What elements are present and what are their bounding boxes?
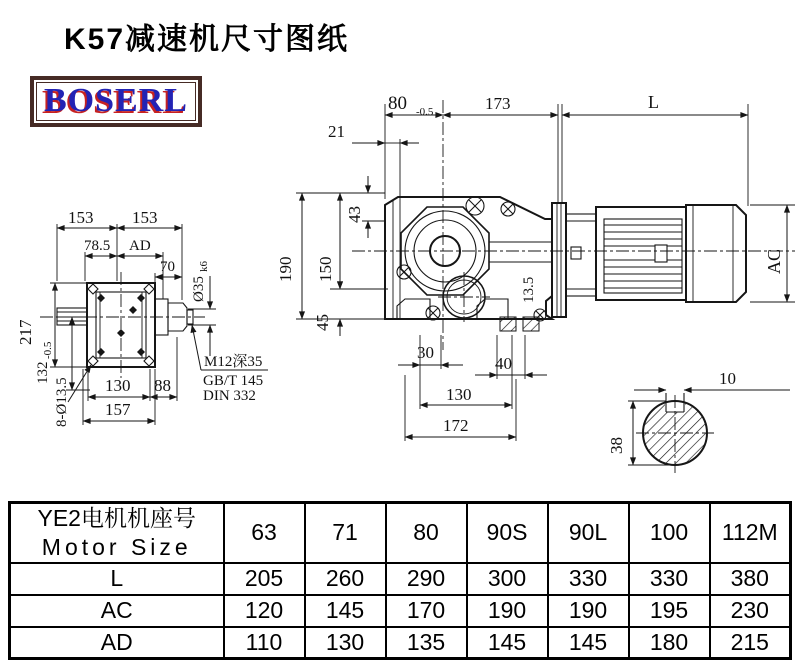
note-din: DIN 332 bbox=[203, 388, 256, 404]
dim-38: 38 bbox=[607, 437, 626, 454]
table-cell: 145 bbox=[305, 595, 386, 627]
dim-shaft-fit: k6 bbox=[198, 261, 210, 272]
dim-190: 190 bbox=[276, 256, 295, 282]
dim-132: 132 bbox=[35, 361, 51, 384]
dim-l: L bbox=[648, 92, 659, 112]
dim-70: 70 bbox=[160, 259, 175, 275]
table-header-en: Motor Size bbox=[41, 533, 192, 560]
page-title: K57减速机尺寸图纸 bbox=[64, 23, 350, 56]
table-cell: 190 bbox=[548, 595, 629, 627]
table-cell: 180 bbox=[629, 627, 710, 659]
dim-43: 43 bbox=[345, 206, 364, 223]
table-cell: 300 bbox=[467, 563, 548, 595]
note-thread: M12深35 bbox=[204, 354, 263, 370]
dim-ad: AD bbox=[129, 238, 151, 254]
dim-130-side: 130 bbox=[105, 376, 131, 395]
table-cell: 380 bbox=[710, 563, 791, 595]
dim-217: 217 bbox=[16, 319, 35, 345]
column-header: 90L bbox=[548, 503, 629, 563]
dim-153-right: 153 bbox=[132, 208, 158, 227]
table-cell: 145 bbox=[467, 627, 548, 659]
table-cell: 290 bbox=[386, 563, 467, 595]
dim-78-5: 78.5 bbox=[84, 238, 111, 254]
dim-153-left: 153 bbox=[68, 208, 94, 227]
dim-88: 88 bbox=[154, 376, 171, 395]
column-header: 71 bbox=[305, 503, 386, 563]
table-cell: 170 bbox=[386, 595, 467, 627]
column-header: 100 bbox=[629, 503, 710, 563]
table-cell: 330 bbox=[629, 563, 710, 595]
table-cell: 195 bbox=[629, 595, 710, 627]
motor bbox=[596, 205, 746, 302]
dim-40: 40 bbox=[495, 354, 512, 373]
table-row-AD bbox=[10, 627, 791, 659]
column-header: 90S bbox=[467, 503, 548, 563]
dim-130-front: 130 bbox=[446, 385, 472, 404]
front-view bbox=[276, 92, 795, 441]
dim-21: 21 bbox=[328, 122, 345, 141]
dim-80-tol: -0.5 bbox=[416, 106, 434, 118]
side-view bbox=[16, 208, 268, 427]
dim-150: 150 bbox=[316, 256, 335, 282]
dim-10: 10 bbox=[719, 369, 736, 388]
table-cell: 120 bbox=[224, 595, 305, 627]
table-cell: 135 bbox=[386, 627, 467, 659]
dim-ac: AC bbox=[764, 248, 784, 274]
column-header: 63 bbox=[224, 503, 305, 563]
dim-holes: 8-Ø13.5 bbox=[54, 377, 70, 427]
table-cell: 230 bbox=[710, 595, 791, 627]
table-cell: 215 bbox=[710, 627, 791, 659]
table-header-cn: YE2电机机座号 bbox=[37, 505, 196, 531]
dim-45: 45 bbox=[313, 314, 332, 331]
table-row-L bbox=[10, 563, 791, 595]
dim-157: 157 bbox=[105, 400, 131, 419]
table-cell: 145 bbox=[548, 627, 629, 659]
table-cell: 190 bbox=[467, 595, 548, 627]
table-cell: 330 bbox=[548, 563, 629, 595]
table-cell: 110 bbox=[224, 627, 305, 659]
shaft-section-view bbox=[607, 369, 790, 473]
table-header-row bbox=[10, 503, 791, 563]
row-label: AC bbox=[10, 595, 224, 627]
dim-shaft-dia: Ø35 bbox=[191, 276, 207, 302]
table-cell: 130 bbox=[305, 627, 386, 659]
dim-13-5: 13.5 bbox=[521, 276, 537, 303]
dim-30: 30 bbox=[417, 343, 434, 362]
table-cell: 205 bbox=[224, 563, 305, 595]
column-header: 80 bbox=[386, 503, 467, 563]
column-header: 112M bbox=[710, 503, 791, 563]
row-label: AD bbox=[10, 627, 224, 659]
dim-173: 173 bbox=[485, 94, 511, 113]
note-gb: GB/T 145 bbox=[203, 373, 264, 389]
boserl-logo-text: BOSERL bbox=[36, 82, 196, 121]
table-cell: 260 bbox=[305, 563, 386, 595]
dim-172: 172 bbox=[443, 416, 469, 435]
table-header-motor-size bbox=[10, 503, 224, 563]
table-row-AC bbox=[10, 595, 791, 627]
dim-132-tol: -0.5 bbox=[42, 341, 54, 359]
row-label: L bbox=[10, 563, 224, 595]
dim-80: 80 bbox=[388, 93, 407, 114]
motor-size-table bbox=[8, 501, 792, 660]
